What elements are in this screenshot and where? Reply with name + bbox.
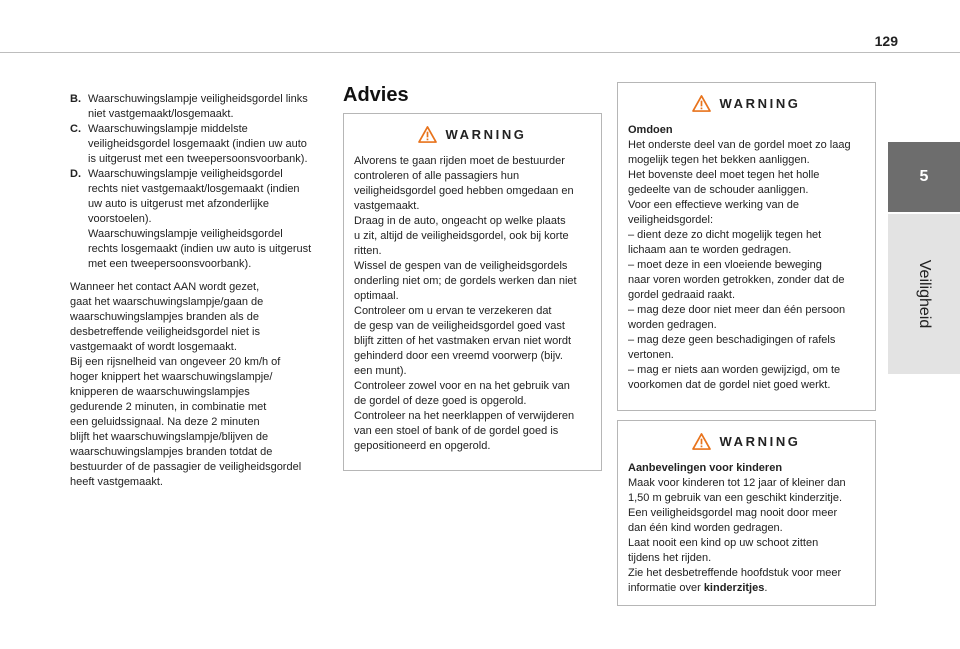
warning-box-advice: [343, 113, 602, 471]
warning-title: WARNING: [719, 433, 801, 449]
header-rule: [0, 52, 960, 53]
list-letter: D.: [70, 168, 81, 180]
warning-heading: Aanbevelingen voor kinderen: [628, 462, 783, 474]
list-item-c: [70, 122, 332, 167]
list-item-b: [70, 92, 332, 122]
list-text: Waarschuwingslampje veiligheidsgordel rechts niet vastgemaakt/losgemaakt (indien uw auto is uitgerust met afzonderlijke voorstoelen). Waarschuwingslampje veiligheidsgordel rechts losgemaakt (indien uw auto is uitgerust met een tweepersoonsvoorbank).: [88, 168, 312, 270]
warning-body: Aanbevelingen voor kinderen Maak voor kinderen tot 12 jaar of kleiner dan 1,50 m gebruik van een geschikt kinderzitje. Een veiligheidsgordel mag nooit door meer dan één kind worden gedragen. Laat nooit een kind op uw schoot zitten tijdens het rijden. Zie het desbetreffende hoofdstuk voor meer informatie over kinderzitjes.: [618, 461, 875, 602]
chapter-number-tab[interactable]: 5: [888, 142, 960, 212]
left-column: [70, 92, 332, 490]
cross-reference-link[interactable]: kinderzitjes: [703, 582, 765, 594]
warning-box-fastening: [617, 82, 876, 411]
list-letter: C.: [70, 123, 81, 135]
warning-header: [618, 83, 875, 123]
warning-title: WARNING: [719, 95, 801, 111]
warning-body: Omdoen Het onderste deel van de gordel moet zo laag mogelijk tegen het bekken aanliggen. Het bovenste deel moet tegen het holle gedeelte van de schouder aanliggen. Voor een effectieve werking van de veiligheidsgordel: – dient deze zo dicht mogelijk tegen het lichaam aan te worden gedragen. – moet deze in een vloeiende beweging naar voren worden getrokken, zonder dat de gordel gedraaid raakt. – mag deze door niet meer dan één persoon worden gedragen. – mag deze geen beschadigingen of rafels vertonen. – mag er niets aan worden gewijzigd, om te voorkomen dat de gordel niet goed werkt.: [618, 123, 875, 399]
cross-reference-line: informatie over kinderzitjes.: [628, 582, 768, 594]
page-number: 129: [874, 33, 898, 49]
warning-triangle-icon: [418, 126, 437, 143]
chapter-label-tab[interactable]: [888, 214, 960, 374]
warning-triangle-icon: [692, 95, 711, 112]
warning-header: [344, 114, 601, 154]
warning-title: WARNING: [445, 126, 527, 142]
warning-heading: Omdoen: [628, 124, 673, 136]
warning-header: [618, 421, 875, 461]
list-letter: B.: [70, 93, 81, 105]
warning-triangle-icon: [692, 433, 711, 450]
list-text: Waarschuwingslampje veiligheidsgordel links niet vastgemaakt/losgemaakt.: [88, 93, 308, 120]
warning-box-children: [617, 420, 876, 606]
list-text: Waarschuwingslampje middelste veiligheidsgordel losgemaakt (indien uw auto is uitgerust met een tweepersoonsvoorbank).: [88, 123, 308, 165]
indicator-paragraph: Wanneer het contact AAN wordt gezet, gaat het waarschuwingslampje/gaan de waarschuwingslampjes branden als de desbetreffende veiligheidsgordel niet is vastgemaakt of wordt losgemaakt. Bij een rijsnelheid van ongeveer 20 km/h of hoger knippert het waarschuwingslampje/ knipperen de waarschuwingslampjes gedurende 2 minuten, in combinatie met een geluidssignaal. Na deze 2 minuten blijft het waarschuwingslampje/blijven de waarschuwingslampjes branden totdat de bestuurder of de passagier de veiligheidsgordel heeft vastgemaakt.: [70, 281, 302, 488]
section-title: Advies: [343, 84, 409, 106]
list-item-d: [70, 167, 332, 272]
warning-body: Alvorens te gaan rijden moet de bestuurder controleren of alle passagiers hun veiligheidsgordel goed hebben omgedaan en vastgemaakt. Draag in de auto, ongeacht op welke plaats u zit, altijd de veiligheidsgordel, ook bij korte ritten. Wissel de gespen van de veiligheidsgordels onderling niet om; de gordels werken dan niet optimaal. Controleer om u ervan te verzekeren dat de gesp van de veiligheidsgordel goed vast blijft zitten of het vastmaken ervan niet wordt gehinderd door een vreemd voorwerp (bijv. een munt). Controleer zowel voor en na het gebruik van de gordel of deze goed is opgerold. Controleer na het neerklappen of verwijderen van een stoel of bank of de gordel goed is gepositioneerd en opgerold.: [354, 155, 577, 452]
chapter-title: Veiligheid: [916, 259, 933, 329]
